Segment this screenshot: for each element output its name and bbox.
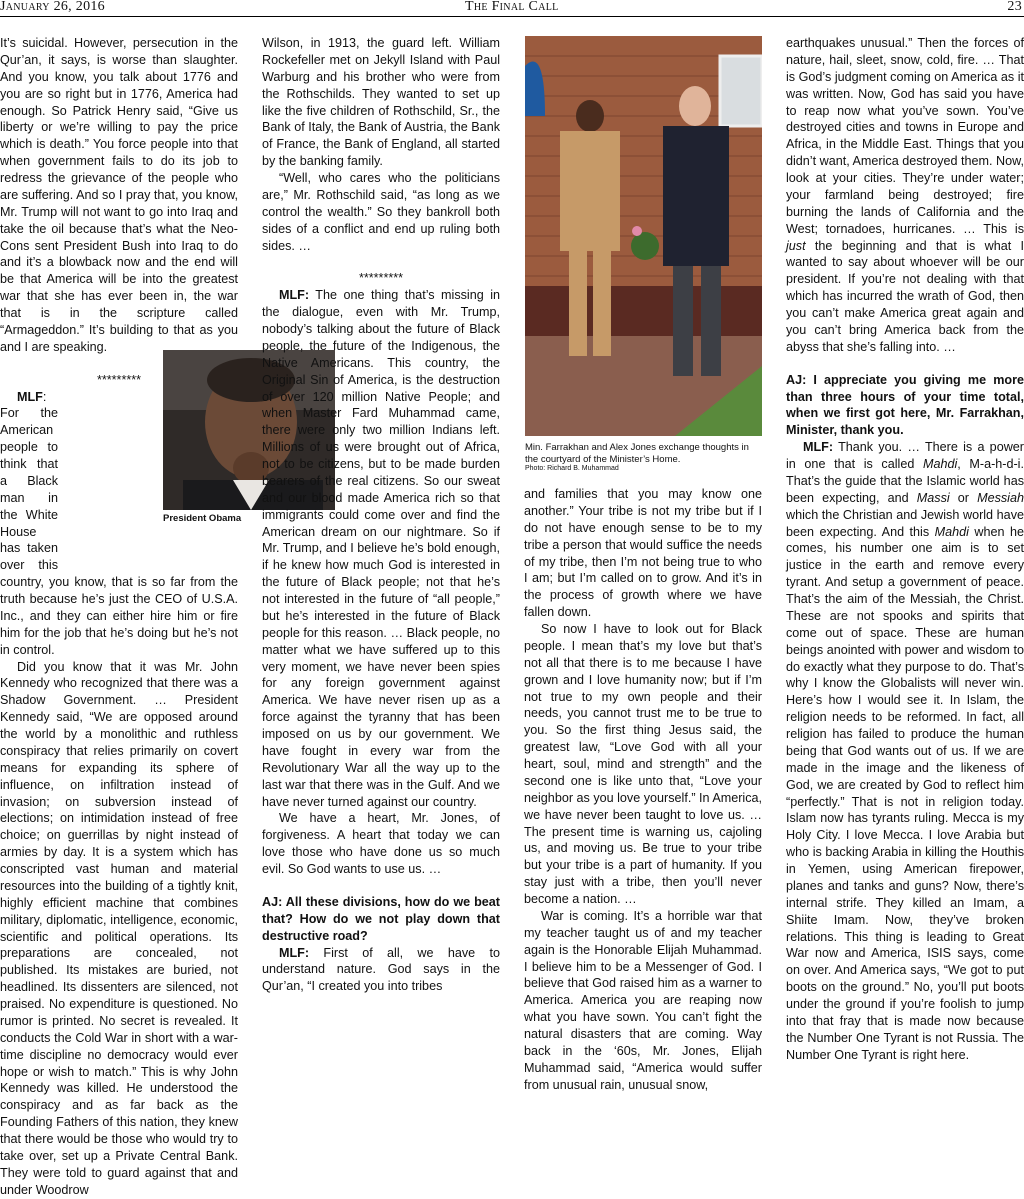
paragraph-text: when he comes, his number one aim is to set justice in the earth and remove every tyrant. And setup a government of peace. That’s the aim of the Messiah, the Christ. These are not spooks and spirits that come out of space. These are human beings anointed with power and wisdom to do exactly what they purpose to do. That’s why I know the Globalists will never win. Here’s how I would see it. In Islam, the religion needs to be reformed. In fact, all religion has failed to produce the human being that God wants out of us. If we are made in the image and the likeness of God, we are created by God to reflect him “perfectly.” That is not in religion today. Islam now has tyrants ruling. Mecca is my Holy City. I love Mecca. I love Arabia but who is backing Arabia in killing the Houthis in Yemen, using American firepower, planes and tanks and guns? Now, there’s internal strife. They killed an Imam, a Shiite Imam. Now, they’ve broken relations. This thing is leading to Great War now and America, ISIS says, come on over. And America says, “We got to put boots on the ground.” No, you’ll put boots under the ground if you’re foolish to jump into that fray that is made now because the Number One Tyrant is not Russia. The Number One Tyrant is right here. xyxy=(786,524,1024,1062)
paragraph-text: The one thing that’s missing in the dialogue, even with Mr. Trump, nobody’s talking about the future of Black people, the future of the Indigenous, the Native Americans. This country, the Original Sin of America, is the destruction of over 120 million Native People; and when Master Fard Muhammad came, there were only two million Indians left. Millions of us were brought out of Africa, not to be citizens, but to be made burden bearers of the real citizens. So our sweat and our blood made America rich so that immigrants could come over and find the American dream on our nightmare. So if Mr. Trump, and I believe he’s bold enough, if he knew how much God is interested in the future of Black people; not that he’s not interested in the future of “all people,” but he’s interested in the future of Black people for this reason. … Black people, no matter what we have suffered up to this very moment, we have never been spies for any foreign government against America. We have never risen up as a force against the tyranny that has been imposed on us by our government. We have fought in every war from the Revolutionary War all the way up to the last war that there was in the Gulf. And we have never turned against our country. xyxy=(262,288,500,809)
paragraph xyxy=(786,35,1024,356)
paragraph-text: , M-a-h-d-i. That’s the guide that the Islamic world has been expecting, and xyxy=(786,457,1024,505)
interview-question: AJ: All these divisions, how do we beat that? How do we not play down that destructive road? xyxy=(262,894,500,943)
emphasis: Messiah xyxy=(977,490,1024,505)
page-number: 23 xyxy=(1007,0,1022,14)
paragraph: Did you know that it was Mr. John Kennedy who recognized that there was a Shadow Government. … President Kennedy said, “We are opposed around the world by a monolithic and ruthless conspiracy that relies primarily on covert means for expanding its sphere of influence, on infiltration instead of invasion; on subversion instead of elections; on intimidation instead of free choice; on guerrillas by night instead of armies by day. It is a system which has conscripted vast human and material resources into the building of a tightly knit, highly efficient machine that combines military, diplomatic, intelligence, economic, scientific and political operations. Its preparations are concealed, not published. Its mistakes are buried, not headlined. Its dissenters are silenced, not praised. No expenditure is questioned. No rumor is printed. No secret is revealed. It conducts the Cold War in short with a war-time discipline no democracy would ever hope or wish to match.” This is why John Kennedy was killed. He understood the conspiracy and as far back as the Founding Fathers of this nation, they knew that there would be those who would try to take over, set up a Private Central Bank. They were told to guard against that and under Woodrow xyxy=(0,659,238,1197)
paragraph xyxy=(786,439,1024,1063)
article-column-1 xyxy=(0,35,238,1199)
speaker-label: MLF: xyxy=(803,440,834,455)
interview-question: AJ: I appreciate you giving me more than three hours of your time total, when we first got here, Mr. Farrakhan, Minister, thank you. xyxy=(786,372,1024,438)
article-column-3 xyxy=(524,486,762,1094)
paragraph-text: the beginning and that is what I wanted to say about whoever will be our president. If you’re not dealing with that which has incurred the wrath of God, then you can’t make America great again and you can’t bring America back from the abyss that she’s falling into. … xyxy=(786,238,1024,354)
section-separator: ********* xyxy=(358,271,404,286)
photo-spacer xyxy=(58,389,238,567)
issue-date: January 26, 2016 xyxy=(0,0,105,14)
paragraph: Wilson, in 1913, the guard left. William Rockefeller met on Jekyll Island with Paul Warburg and his brother who were from the Rothschilds. They wanted to set up like the five children of Rothschild, Sr., the Bank of Italy, the Bank of Austria, the Bank of France, the Bank of England, all started by the banking family. xyxy=(262,36,500,169)
paragraph-text: : For the American people to think that a Black man in the White House has taken over this country, you know, that is so far from the truth because he’s just the CEO of U.S.A. Inc., and they can either hire him or fire him for the job that he’s doing but he’s not in control. xyxy=(0,389,238,657)
paragraph-text: First of all, we have to understand nature. God says in the Qur’an, “I created you into tribes xyxy=(262,945,500,994)
main-photo-credit: Photo: Richard B. Muhammad xyxy=(525,465,619,472)
publication-name: The Final Call xyxy=(465,0,559,14)
article-column-4 xyxy=(786,35,1024,1064)
paragraph: So now I have to look out for Black people. I mean that’s my love but that’s not all that there is to me because I have grown and I love humanity now; but if I’m not true to my own people and their needs, you cannot trust me to be true to you. So the first thing Jesus said, the greatest law, “Love God with all your heart, soul, mind and strength” and the second one is like unto that, “Love your neighbor as you love yourself.” In America, we have never been taught to love us. … The present time is warning us, cajoling us, and moving us. Be true to your tribe but your tribe is a part of humanity. If you stay just with a tribe, then you’ll never become a nation. … xyxy=(524,622,763,906)
paragraph-text: which the Christian and Jewish world have been expecting. And this xyxy=(786,507,1024,539)
paragraph: We have a heart, Mr. Jones, of forgiveness. A heart that today we can love those who have done us so much evil. So God wants to use us. … xyxy=(262,811,500,876)
section-separator: ********* xyxy=(96,372,142,387)
speaker-label: MLF: xyxy=(279,945,310,960)
paragraph xyxy=(262,287,500,810)
paragraph-text: Thank you. … There is a power in one that is called xyxy=(786,440,1024,471)
obama-caption: President Obama xyxy=(163,513,242,524)
paragraph-text: earthquakes unusual.” Then the forces of nature, hail, sleet, snow, cold, fire. … That is God’s judgment coming on America as it was written. Now, God has said you have to reap now what you’ve sown. You’ve destroyed cities and towns in Europe and Africa, in the Middle East. Things that you didn’t want, America destroyed them. Now, look at your cities. They’re under water; your farmland being destroyed; fire burning the lands of California and the West; tornadoes, hurricanes. … This is xyxy=(786,36,1024,236)
emphasis: Massi xyxy=(916,490,950,505)
farrakhan-jones-photo xyxy=(525,36,762,473)
paragraph: War is coming. It’s a horrible war that my teacher taught us of and my teacher again is the Honorable Elijah Muhammad. I believe him to be a Messenger of God. I believe that God raised him as a warner to America. America you are reaping now what you have sown. You can’t fight the natural disasters that are coming. Way back in the ‘60s, Mr. Jones, Elijah Muhammad said, “America would suffer from unusual rain, unusual snow, xyxy=(524,908,762,1092)
page-header xyxy=(0,0,1024,17)
paragraph: “Well, who cares who the politicians are,” Mr. Rothschild said, “as long as we control the wealth.” So they bankroll both sides of a conflict and end up ruling both sides. … xyxy=(262,171,500,253)
emphasis: Mahdi xyxy=(934,524,969,539)
courtyard-graphic xyxy=(525,36,762,436)
emphasis: just xyxy=(786,238,806,253)
paragraph-text: or xyxy=(949,490,978,505)
paragraph xyxy=(262,945,500,996)
main-image xyxy=(525,36,762,436)
emphasis: Mahdi xyxy=(922,457,958,471)
paragraph: and families that you may know one another.” Your tribe is not my tribe but if I do not have enough sense to be to my tribe a person that would suffice the needs of my tribe, then I’m not being true to who I am; but I’m called on to grow. And it’s in the process of growth where we have fallen down. xyxy=(524,487,762,620)
main-photo-caption: Min. Farrakhan and Alex Jones exchange thoughts in the courtyard of the Minister’s Home. xyxy=(525,442,749,465)
article-column-2 xyxy=(262,35,500,995)
paragraph: It’s suicidal. However, persecution in the Qur’an, it says, is worse than slaughter. And you know, you talk about 1776 and you are so right but in 1776, America had enough. So Patrick Henry said, “Give us liberty or we’re willing to pay the price which is death.” You force people into that when government fails to do its job to redress the grievance of the people who are suffering. And so I pray that, you know, Mr. Trump will not want to go into Iraq and take the oil because that’s what the Neo-Cons sent President Bush into Iraq to do and it’s a blowback now and the end will be that America will be into the greatest war that she has ever been in, the war that is in the scripture called “Armageddon.” It’s building to that as you and I are speaking. xyxy=(0,36,238,354)
speaker-label: MLF xyxy=(17,389,43,404)
speaker-label: MLF: xyxy=(279,288,310,303)
